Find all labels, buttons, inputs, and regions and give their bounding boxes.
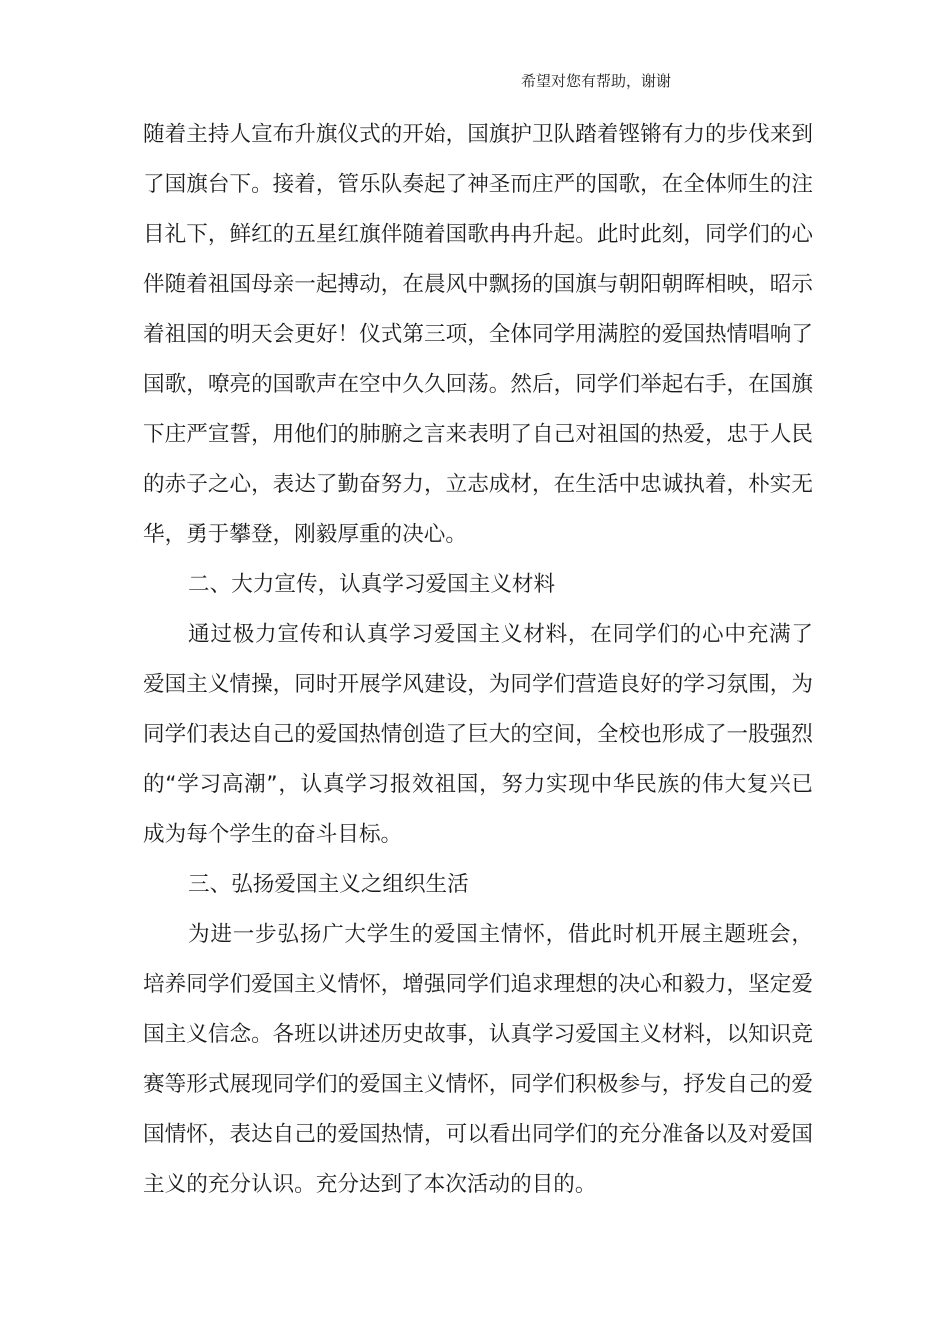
paragraph-publicity: 通过极力宣传和认真学习爱国主义材料，在同学们的心中充满了爱国主义情操，同时开展学风建设，为同学们营造良好的学习氛围，为同学们表达自己的爱国热情创造了巨大的空间，全校也形成了一股强烈的“学习高潮”，认真学习报效祖国，努力实现中华民族的伟大复兴已成为每个学生的奋斗目标。: [143, 622, 813, 847]
header-note: 希望对您有帮助，谢谢: [521, 72, 672, 90]
section-heading-3: 三、弘扬爱国主义之组织生活: [188, 872, 469, 897]
document-body: [143, 110, 813, 1210]
section-heading-2: 二、大力宣传，认真学习爱国主义材料: [188, 572, 556, 597]
paragraph-organization-life: 为进一步弘扬广大学生的爱国主情怀，借此时机开展主题班会，培养同学们爱国主义情怀，增强同学们追求理想的决心和毅力，坚定爱国主义信念。各班以讲述历史故事，认真学习爱国主义材料，以知识竞赛等形式展现同学们的爱国主义情怀，同学们积极参与，抒发自己的爱国情怀，表达自己的爱国热情，可以看出同学们的充分准备以及对爱国主义的充分认识。充分达到了本次活动的目的。: [143, 922, 813, 1197]
paragraph-flag-ceremony: 随着主持人宣布升旗仪式的开始，国旗护卫队踏着铿锵有力的步伐来到了国旗台下。接着，管乐队奏起了神圣而庄严的国歌，在全体师生的注目礼下，鲜红的五星红旗伴随着国歌冉冉升起。此时此刻，同学们的心伴随着祖国母亲一起搏动，在晨风中飘扬的国旗与朝阳朝晖相映，昭示着祖国的明天会更好！仪式第三项，全体同学用满腔的爱国热情唱响了国歌，嘹亮的国歌声在空中久久回荡。然后，同学们举起右手，在国旗下庄严宣誓，用他们的肺腑之言来表明了自己对祖国的热爱，忠于人民的赤子之心，表达了勤奋努力，立志成材，在生活中忠诚执着，朴实无华，勇于攀登，刚毅厚重的决心。: [143, 122, 813, 547]
